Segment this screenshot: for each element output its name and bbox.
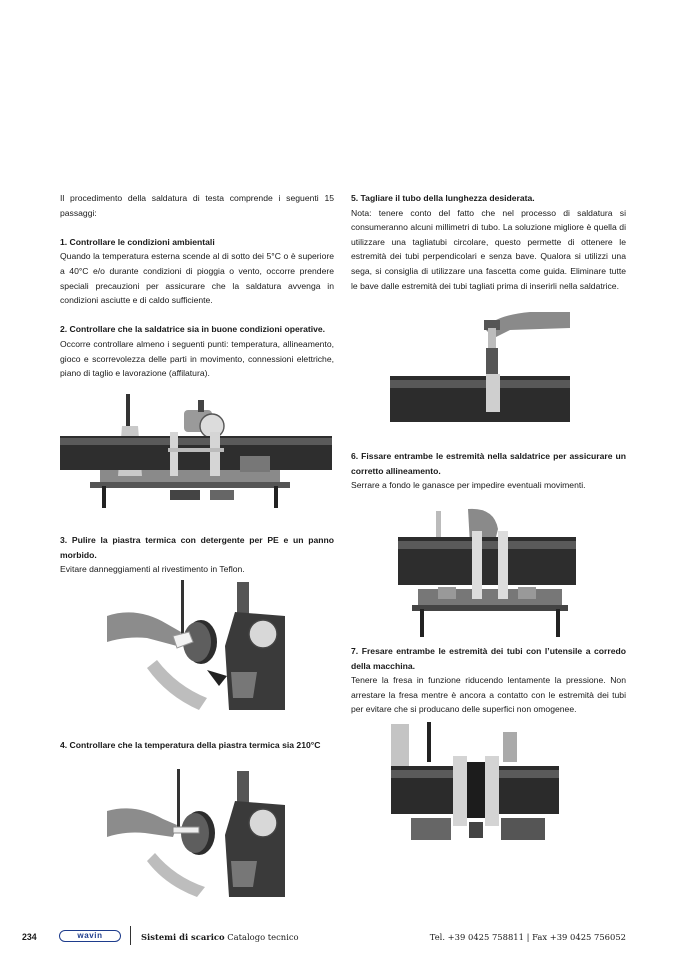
footer-brand-bold: Sistemi di scarico [141,932,225,942]
step-7-text: Tenere la fresa in funzione riducendo lentamente la pressione. Non arrestare la fresa mentre è ancora a contatto con le estremità dei tubi per evitare che si producano delle superfici non omogenee. [351,675,626,715]
wavin-logo: wavin [59,930,121,942]
left-column [60,191,334,381]
step-6-text: Serrare a fondo le ganasce per impedire eventuali movimenti. [351,480,586,491]
step-2-title: 2. Controllare che la saldatrice sia in buone condizioni operative. [60,324,326,335]
intro-text: Il procedimento della saldatura di testa comprende i seguenti 15 passaggi: [60,193,334,218]
step-7-title: 7. Fresare entrambe le estremità dei tubi con l’utensile a corredo della macchina. [351,646,626,671]
step-6-block [351,449,626,493]
temperature-photo [107,763,287,897]
footer [22,929,626,947]
cleaning-photo [107,576,287,710]
step-3-block [60,533,334,577]
step-4-title: 4. Controllare che la temperatura della piastra termica sia 210°C [60,740,321,750]
step-4-block [60,738,340,753]
machine-photo [60,386,335,508]
milling-photo [391,722,559,848]
footer-contact: Tel. +39 0425 758811 | Fax +39 0425 756052 [429,932,626,942]
footer-brand [141,932,299,942]
step-7-block [351,644,626,717]
step-1-title: 1. Controllare le condizioni ambientali [60,236,215,247]
step-3-text: Evitare danneggiamenti al rivestimento in Teflon. [60,564,245,575]
step-3-title: 3. Pulire la piastra termica con detergente per PE e un panno morbido. [60,535,334,560]
footer-divider [130,926,131,945]
step-5-title: 5. Tagliare il tubo della lunghezza desiderata. [351,193,535,203]
clamping-photo [398,503,578,637]
step-1-text: Quando la temperatura esterna scende al di sotto dei 5°C o è superiore a 40°C e/o durante condizioni di pioggia o vento, occorre prendere speciali precauzioni per assicurare che la saldatura avvenga in condizioni asciutte e di caldo sufficiente. [60,251,334,306]
step-5-text: Nota: tenere conto del fatto che nel processo di saldatura si consumeranno alcuni millimetri di tubo. La soluzione migliore è quella di utilizzare una tagliatubi circolare, questo permette di ottenere le estremità dei tubi perpendicolari e senza bave. Qualora si utilizzi una sega, si consiglia di utilizzare una fascetta come guida. Eliminare tutte le bave dalle estremità dei tubi tagliati prima di inserirli nella saldatrice. [351,207,626,291]
step-5-block [351,191,626,293]
step-2-text: Occorre controllare almeno i seguenti punti: temperatura, allineamento, gioco e scorrevolezza delle parti in movimento, connessioni elettriche, piano di taglio e lavorazione (affilatura). [60,338,334,379]
cutting-photo [390,308,570,424]
footer-brand-rest: Catalogo tecnico [224,932,299,942]
page-number: 234 [22,932,37,942]
step-6-title: 6. Fissare entrambe le estremità nella saldatrice per assicurare un corretto allineamento. [351,451,626,476]
